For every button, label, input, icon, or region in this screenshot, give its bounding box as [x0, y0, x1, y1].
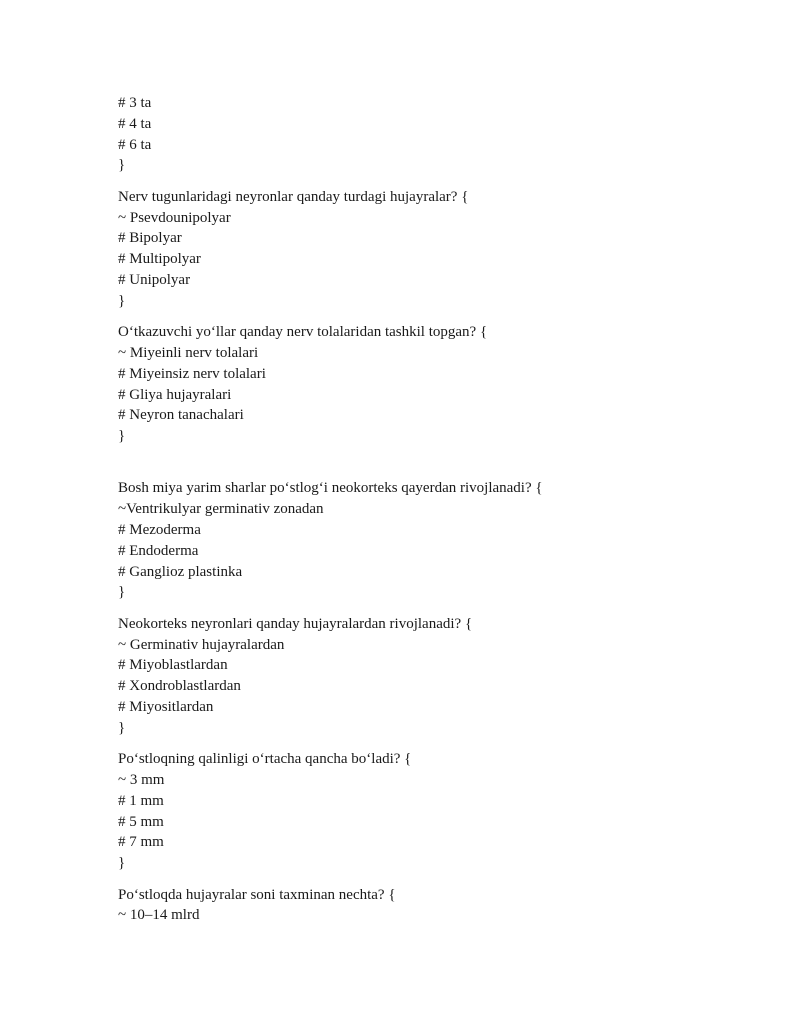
correct-answer: ~Ventrikulyar germinativ zonadan	[118, 501, 324, 518]
answer-option: # Mezoderma	[118, 522, 201, 539]
closing-brace: }	[118, 428, 126, 445]
answer-option: # 6 ta	[118, 136, 152, 153]
answer-option: # Endoderma	[118, 542, 199, 559]
question-block	[118, 322, 758, 447]
answer-option: # 4 ta	[118, 115, 152, 132]
question-block	[118, 885, 758, 927]
closing-brace: }	[118, 157, 126, 174]
question-text: O‘tkazuvchi yo‘llar qanday nerv tolalaridan tashkil topgan? {	[118, 324, 488, 341]
correct-answer: ~ 10–14 mlrd	[118, 907, 200, 924]
correct-answer: ~ Miyeinli nerv tolalari	[118, 344, 259, 361]
correct-answer: ~ Psevdounipolyar	[118, 209, 231, 226]
document-page	[118, 93, 758, 937]
correct-answer: ~ Germinativ hujayralardan	[118, 636, 285, 653]
answer-option: # Multipolyar	[118, 251, 201, 268]
answer-option: # Neyron tanachalari	[118, 407, 244, 424]
answer-option: # Gliya hujayralari	[118, 386, 232, 403]
answer-option: # Xondroblastlardan	[118, 678, 241, 695]
question-block	[118, 749, 758, 874]
answer-option: # 1 mm	[118, 792, 164, 809]
answer-option: # 7 mm	[118, 834, 164, 851]
question-block	[118, 478, 758, 603]
answer-option: # Miyoblastlardan	[118, 657, 228, 674]
closing-brace: }	[118, 855, 126, 872]
correct-answer: ~ 3 mm	[118, 771, 165, 788]
question-text: Bosh miya yarim sharlar po‘stlog‘i neokorteks qayerdan rivojlanadi? {	[118, 480, 543, 497]
closing-brace: }	[118, 292, 126, 309]
answer-option: # 3 ta	[118, 95, 152, 111]
answer-option: # Miyositlardan	[118, 699, 214, 715]
question-block	[118, 614, 758, 739]
answer-option: # Unipolyar	[118, 271, 191, 288]
answer-option: # Bipolyar	[118, 230, 182, 247]
closing-brace: }	[118, 719, 126, 736]
question-text: Nerv tugunlaridagi neyronlar qanday turdagi hujayralar? {	[118, 188, 469, 205]
closing-brace: }	[118, 584, 126, 601]
answer-option: # Ganglioz plastinka	[118, 563, 243, 580]
answer-option: # Miyeinsiz nerv tolalari	[118, 365, 266, 382]
question-text: Neokorteks neyronlari qanday hujayralardan rivojlanadi? {	[118, 615, 473, 632]
question-text: Po‘stloqning qalinligi o‘rtacha qancha bo‘ladi? {	[118, 751, 412, 768]
answer-block-continued	[118, 93, 758, 176]
question-text: Po‘stloqda hujayralar soni taxminan nechta? {	[118, 886, 396, 903]
answer-option: # 5 mm	[118, 813, 164, 830]
question-block	[118, 187, 758, 312]
